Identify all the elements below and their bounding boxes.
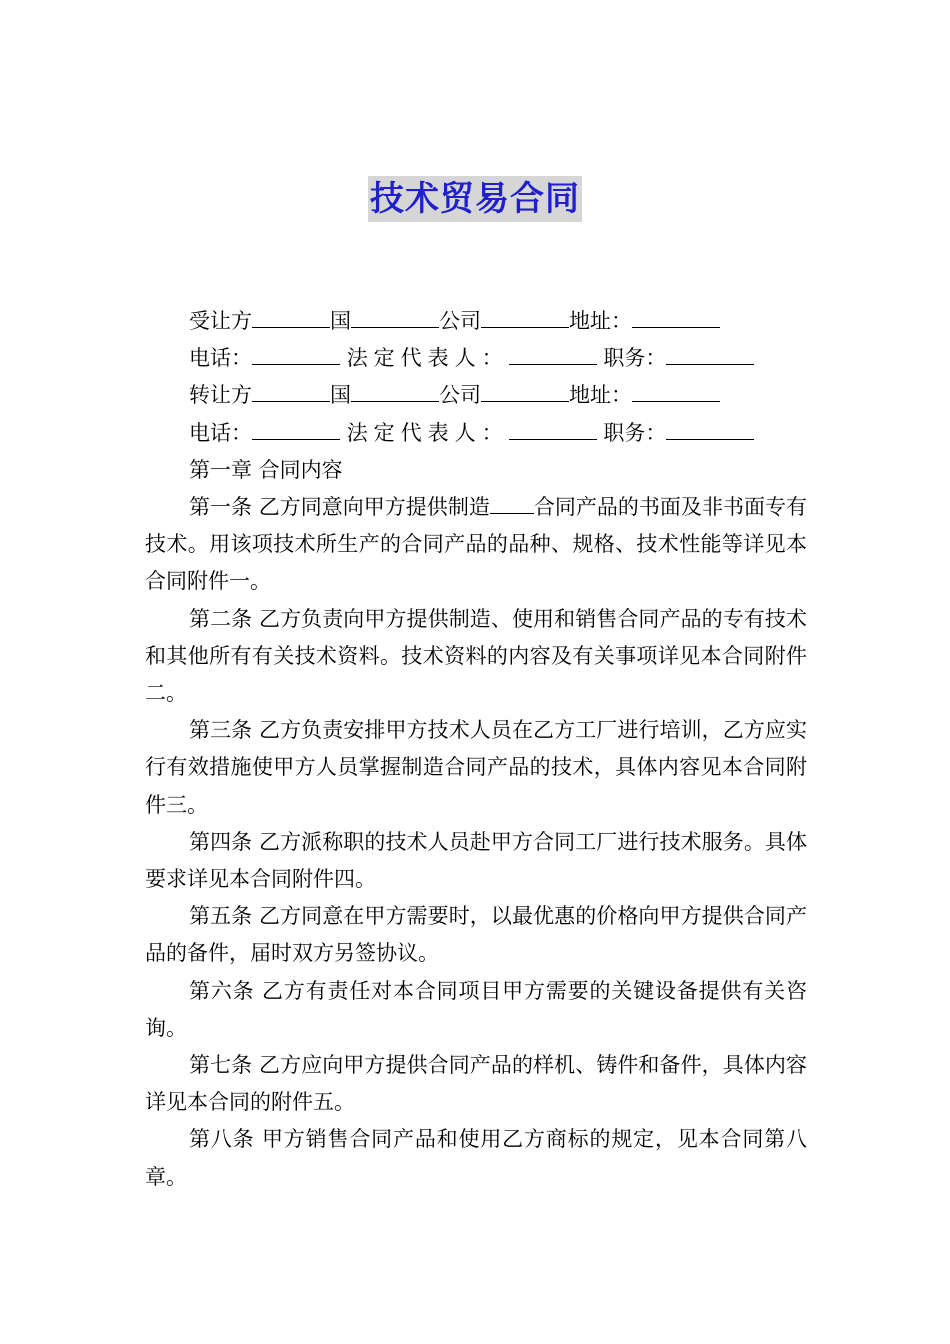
company-label: 公司 — [439, 383, 481, 408]
rep-label: 法定代表人： — [346, 420, 509, 445]
phone-label: 电话： — [189, 346, 252, 371]
address-blank — [632, 379, 720, 402]
chapter-heading: 第一章 合同内容 — [189, 457, 343, 482]
phone-blank — [252, 342, 340, 365]
document-title: 技术贸易合同 — [368, 176, 582, 222]
party-transferor-row1 — [145, 377, 807, 414]
company-blank — [351, 379, 439, 402]
company-blank — [351, 305, 439, 328]
party-transferee-row2 — [145, 340, 807, 377]
country-blank — [252, 379, 330, 402]
rep-blank — [509, 342, 597, 365]
address-label: 地址： — [569, 383, 632, 408]
phone-label: 电话： — [189, 420, 252, 445]
position-label: 职务： — [603, 346, 667, 371]
article-3: 第三条 乙方负责安排甲方技术人员在乙方工厂进行培训，乙方应实行有效措施使甲方人员掌握制造合同产品的技术，具体内容见本合同附件三。 — [145, 718, 807, 817]
party-label: 受让方 — [189, 309, 252, 333]
article-4: 第四条 乙方派称职的技术人员赴甲方合同工厂进行技术服务。具体要求详见本合同附件四。 — [145, 829, 807, 891]
document-body — [145, 303, 807, 1196]
country-blank — [252, 305, 330, 328]
title-container — [0, 176, 950, 222]
address-label: 地址： — [569, 309, 632, 333]
address-blank — [632, 305, 720, 328]
article-1-before: 第一条 乙方同意向甲方提供制造 — [189, 494, 490, 519]
phone-blank — [252, 417, 340, 440]
article-1 — [145, 489, 807, 601]
rep-blank — [509, 417, 597, 440]
article-5: 第五条 乙方同意在甲方需要时，以最优惠的价格向甲方提供合同产品的备件，届时双方另签协议。 — [145, 904, 807, 966]
position-blank — [666, 417, 754, 440]
party-transferor-row2 — [145, 415, 807, 452]
party-label: 转让方 — [189, 383, 252, 408]
company-label: 公司 — [439, 309, 481, 333]
article-2: 第二条 乙方负责向甲方提供制造、使用和销售合同产品的专有技术和其他所有有关技术资料。技术资料的内容及有关事项详见本合同附件二。 — [145, 606, 807, 705]
country-label: 国 — [330, 309, 351, 333]
country-label: 国 — [330, 383, 351, 408]
article-7: 第七条 乙方应向甲方提供合同产品的样机、铸件和备件，具体内容详见本合同的附件五。 — [145, 1052, 807, 1115]
party-transferee-row1 — [145, 303, 807, 340]
article-6: 第六条 乙方有责任对本合同项目甲方需要的关键设备提供有关咨询。 — [145, 978, 807, 1040]
article-8: 第八条 甲方销售合同产品和使用乙方商标的规定，见本合同第八章。 — [145, 1127, 807, 1189]
product-blank — [490, 491, 534, 514]
article-1-after: 合同产品的书面及非书面专有技术。用该项技术所生产的合同产品的品种、规格、技术性能等详见本合同附件一。 — [145, 494, 807, 594]
company-name-blank — [481, 379, 569, 402]
rep-label: 法定代表人： — [346, 346, 509, 371]
position-blank — [666, 342, 754, 365]
position-label: 职务： — [603, 420, 667, 445]
company-name-blank — [481, 305, 569, 328]
